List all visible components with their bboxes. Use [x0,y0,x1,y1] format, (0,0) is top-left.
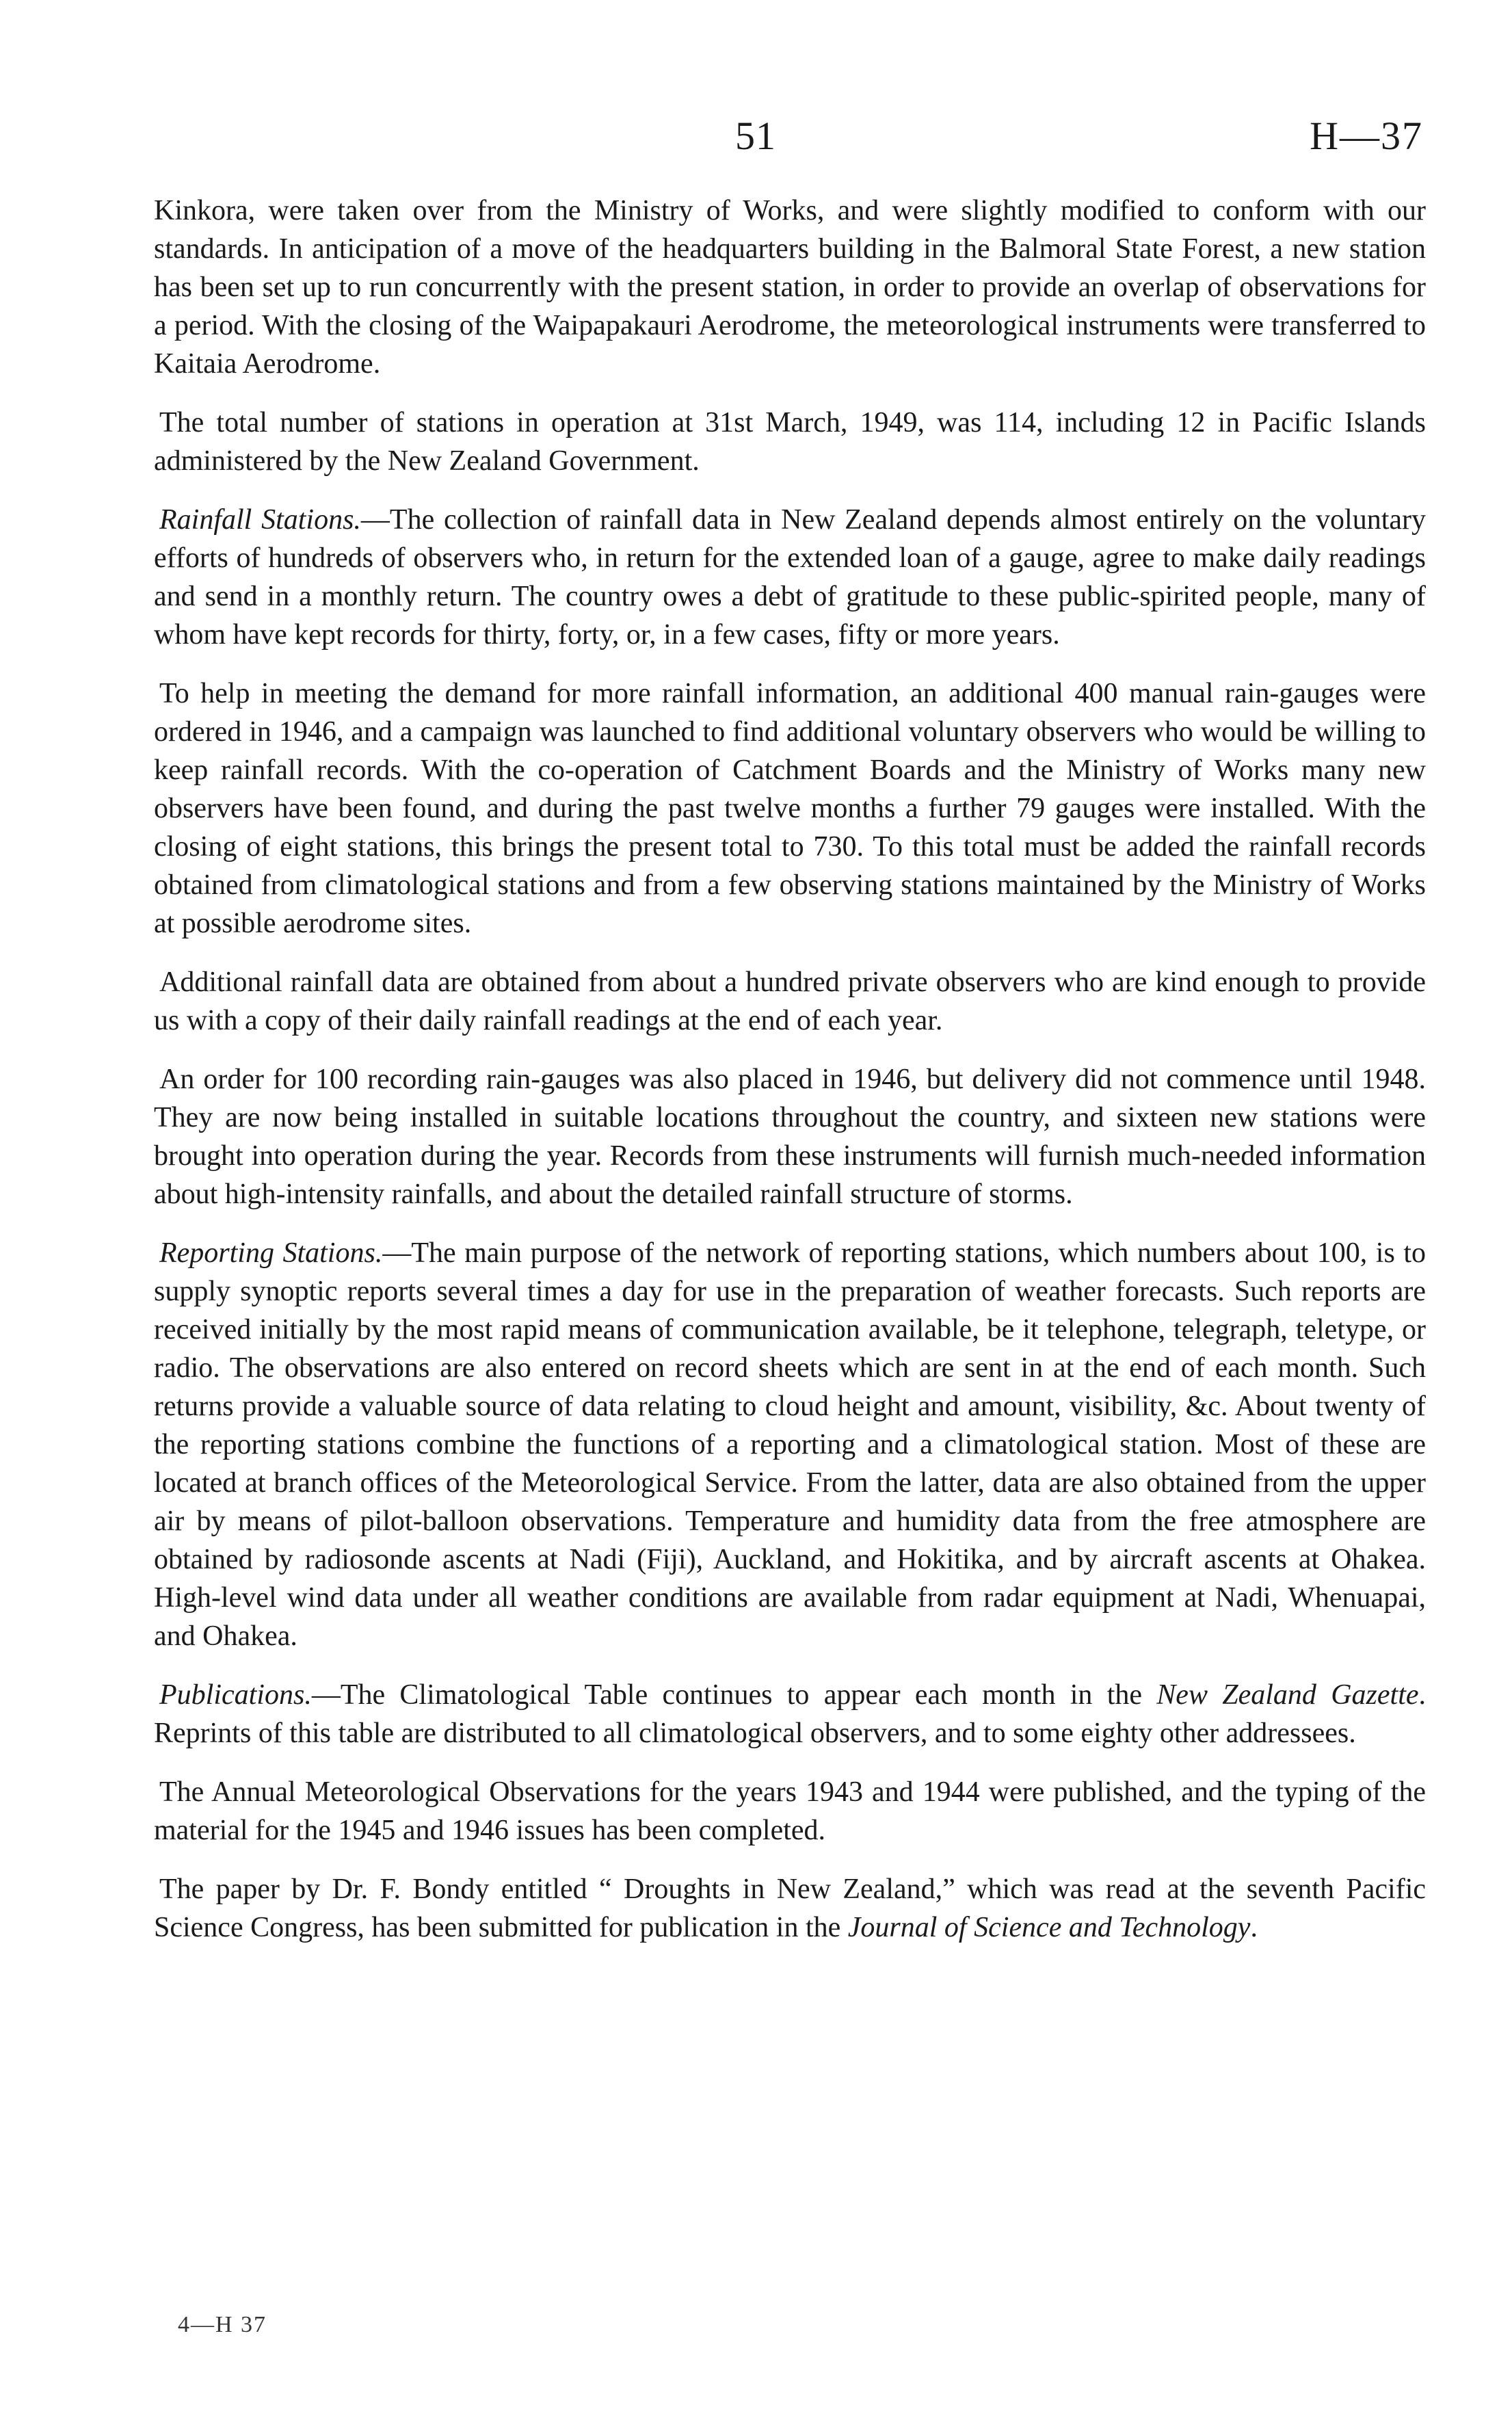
publication-title-journal: Journal of Science and Technology [847,1912,1251,1943]
page-header [0,113,1512,168]
report-code: H—37 [1310,114,1423,158]
paragraph-rain-gauges: To help in meeting the demand for more rainfall information, an additional 400 manual rain-gauges were ordered in 1946, and a campaign was launched to find additional voluntary observers who would be willing to keep rainfall records. With the co-operation of Catchment Boards and the Ministry of Works many new observers have been found, and during the past twelve months a further 79 gauges were installed. With the closing of eight stations, this brings the present total to 730. To this total must be added the rainfall records obtained from climatological stations and from a few observing stations maintained by the Ministry of Works at possible aerodrome sites. [154,678,1426,939]
paragraph-text: . Reprints of this table are distributed to all climatological observers, and to some eighty other addressees. [154,1679,1426,1749]
page-number: 51 [735,114,776,158]
section-heading-reporting-stations: Reporting Stations. [159,1237,383,1269]
paragraph-text: The paper by Dr. F. Bondy entitled “ Droughts in New Zealand,” which was read at the seventh Pacific Science Congress, has been submitted for publication in the [154,1874,1426,1943]
paragraph-private-observers: Additional rainfall data are obtained from about a hundred private observers who are kind enough to provide us with a copy of their daily rainfall readings at the end of each year. [154,967,1426,1036]
paragraph-annual-observations: The Annual Meteorological Observations for the years 1943 and 1944 were published, and the typing of the material for the 1945 and 1946 issues has been completed. [154,1776,1426,1846]
paragraph-reporting-stations [154,1234,1426,1655]
paragraph-station-total: The total number of stations in operation at 31st March, 1949, was 114, including 12 in Pacific Islands administered by the New Zealand Government. [154,407,1426,477]
paragraph-text: —The main purpose of the network of reporting stations, which numbers about 100, is to supply synoptic reports several times a day for use in the preparation of weather forecasts. Such reports are received initially by the most rapid means of communication available, be it telephone, telegraph, teletype, or radio. The observations are also entered on record sheets which are sent in at the end of each month. Such returns provide a valuable source of data relating to cloud height and amount, visibility, &c. About twenty of the reporting stations combine the functions of a reporting and a climatological station. Most of these are located at branch offices of the Meteorological Service. From the latter, data are also obtained from the upper air by means of pilot-balloon observations. Temperature and humidity data from the free atmosphere are obtained by radiosonde ascents at Nadi (Fiji), Auckland, and Hokitika, and by aircraft ascents at Ohakea. High-level wind data under all weather conditions are available from radar equipment at Nadi, Whenuapai, and Ohakea. [154,1237,1426,1652]
paragraph-continuation: Kinkora, were taken over from the Ministry of Works, and were slightly modified to conform with our standards. In anticipation of a move of the headquarters building in the Balmoral State Forest, a new station has been set up to run concurrently with the present station, in order to provide an overlap of observations for a period. With the closing of the Waipapakauri Aerodrome, the meteorological instruments were transferred to Kaitaia Aerodrome. [154,195,1426,380]
signature-mark: 4—H 37 [178,2312,267,2337]
paragraph-recording-gauges: An order for 100 recording rain-gauges was also placed in 1946, but delivery did not commence until 1948. They are now being installed in suitable locations throughout the country, and sixteen new stations were brought into operation during the year. Records from these instruments will furnish much-needed information about high-intensity rainfalls, and about the detailed rainfall structure of storms. [154,1064,1426,1210]
paragraph-rainfall-stations [154,501,1426,654]
section-heading-rainfall-stations: Rainfall Stations. [159,504,361,536]
paragraph-publications [154,1676,1426,1752]
publication-title-gazette: New Zealand Gazette [1156,1679,1419,1711]
paragraph-text: —The Climatological Table continues to appear each month in the [311,1679,1157,1711]
section-heading-publications: Publications. [159,1679,312,1711]
paragraph-text: . [1250,1912,1258,1943]
paragraph-droughts-paper [154,1870,1426,1947]
paragraph-text: —The collection of rainfall data in New Zealand depends almost entirely on the voluntary efforts of hundreds of observers who, in return for the extended loan of a gauge, agree to make daily readings and send in a monthly return. The country owes a debt of gratitude to these public-spirited people, many of whom have kept records for thirty, forty, or, in a few cases, fifty or more years. [154,504,1426,651]
body-text [154,192,1426,1967]
